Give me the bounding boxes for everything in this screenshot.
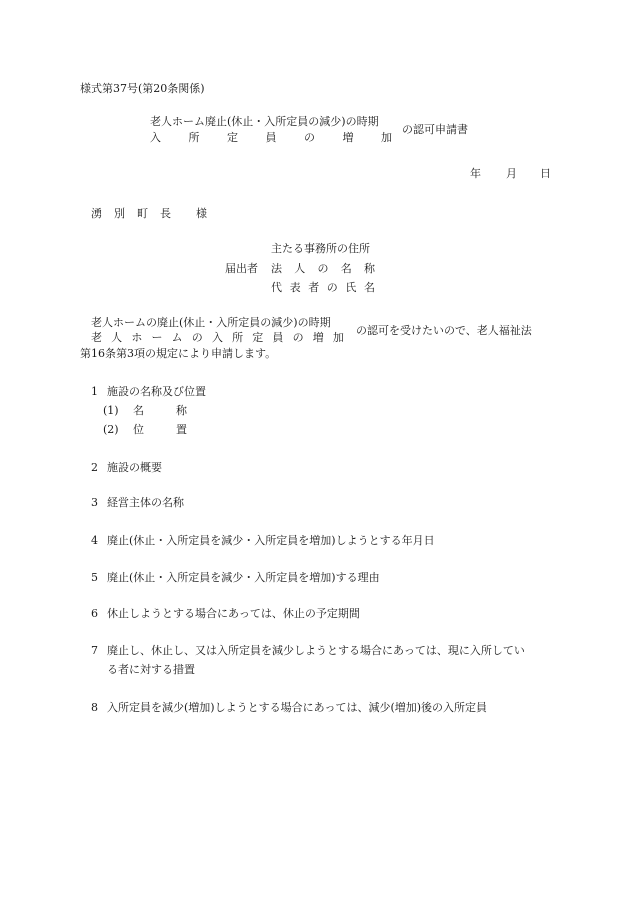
item-text: 入所定員を減少(増加)しようとする場合にあっては、減少(増加)後の入所定員: [107, 701, 488, 714]
body-line2-char: 増: [312, 331, 324, 344]
applicant-label: 届出者: [225, 262, 258, 275]
applicant-rep-name-label: [271, 281, 375, 295]
subitem-number: (1): [103, 404, 119, 417]
title-line1: 老人ホーム廃止(休止・入所定員の減少)の時期: [150, 115, 379, 128]
title-line2-char: 加: [381, 131, 392, 144]
item-number: 1: [91, 385, 98, 398]
body-line3: 第16条第3項の規定により申請します。: [80, 347, 277, 360]
applicant-corp-char: 法: [271, 262, 282, 275]
body-line2-char: 入: [211, 331, 223, 344]
applicant-corp-char: 称: [364, 262, 375, 275]
applicant-corp-name-label: [271, 262, 375, 276]
body-line2-char: 人: [111, 331, 123, 344]
applicant-corp-char: の: [317, 262, 329, 275]
applicant-rep-char: の: [326, 281, 338, 294]
title-line2: [150, 131, 392, 145]
title-suffix: の認可申請書: [402, 123, 468, 136]
addressee-char: 長: [160, 207, 171, 220]
addressee-char: 湧: [91, 207, 102, 220]
item-text: 廃止(休止・入所定員を減少・入所定員を増加)しようとする年月日: [107, 534, 435, 547]
body-line2-char: 老: [91, 331, 102, 344]
subitem-number: (2): [103, 423, 119, 436]
item-text: 休止しようとする場合にあっては、休止の予定期間: [107, 607, 360, 620]
addressee-char: 町: [137, 207, 148, 220]
item-number: 7: [91, 644, 98, 657]
applicant-rep-char: 名: [363, 281, 375, 294]
item-text-continuation: る者に対する措置: [107, 663, 195, 676]
date-month: 月: [506, 167, 517, 180]
title-line2-char: 員: [265, 131, 277, 144]
title-line2-char: の: [304, 131, 315, 144]
item-text: 施設の名称及び位置: [107, 385, 206, 398]
item-number: 2: [91, 461, 98, 474]
item-text: 施設の概要: [107, 461, 162, 474]
form-label: 様式第37号(第20条関係): [80, 82, 205, 95]
addressee-honorific: 様: [196, 207, 207, 220]
title-line2-char: 増: [342, 131, 354, 144]
item-number: 4: [91, 534, 98, 547]
item-number: 8: [91, 701, 98, 714]
body-line2-char: ー: [151, 331, 163, 344]
applicant-address-label: 主たる事務所の住所: [271, 242, 370, 255]
body-line2: [91, 331, 344, 345]
item-text: 廃止(休止・入所定員を減少・入所定員を増加)する理由: [107, 571, 380, 584]
date-day: 日: [540, 167, 551, 180]
addressee-char: 別: [114, 207, 125, 220]
subitem-char: 置: [176, 423, 187, 436]
applicant-rep-char: 氏: [345, 281, 357, 294]
body-line2-char: 加: [332, 331, 344, 344]
addressee: [91, 207, 171, 221]
body-line2-char: の: [292, 331, 304, 344]
subitem-char: 称: [176, 404, 187, 417]
subitem-label-location: [133, 423, 187, 437]
subitem-label-name: [133, 404, 187, 418]
body-line1: 老人ホームの廃止(休止・入所定員の減少)の時期: [91, 316, 331, 329]
item-text: 経営主体の名称: [107, 496, 184, 509]
title-line2-char: 所: [188, 131, 200, 144]
applicant-rep-char: 代: [271, 281, 282, 294]
body-line2-char: 定: [252, 331, 264, 344]
title-line2-char: 定: [227, 131, 238, 144]
body-line2-char: 所: [232, 331, 244, 344]
date-year: 年: [470, 167, 481, 180]
subitem-char: 位: [133, 423, 144, 436]
item-text: 廃止し、休止し、又は入所定員を減少しようとする場合にあっては、現に入所してい: [107, 644, 525, 657]
applicant-rep-char: 者: [308, 281, 320, 294]
item-number: 3: [91, 496, 98, 509]
body-line2-char: ム: [171, 331, 183, 344]
body-line2-char: の: [191, 331, 203, 344]
applicant-corp-char: 人: [294, 262, 306, 275]
subitem-char: 名: [133, 404, 144, 417]
body-line2-char: 員: [272, 331, 284, 344]
applicant-corp-char: 名: [340, 262, 352, 275]
body-trailing: の認可を受けたいので、老人福祉法: [356, 324, 532, 337]
body-line2-char: ホ: [131, 331, 143, 344]
item-number: 5: [91, 571, 98, 584]
item-number: 6: [91, 607, 98, 620]
title-line2-char: 入: [150, 131, 161, 144]
applicant-rep-char: 表: [289, 281, 301, 294]
